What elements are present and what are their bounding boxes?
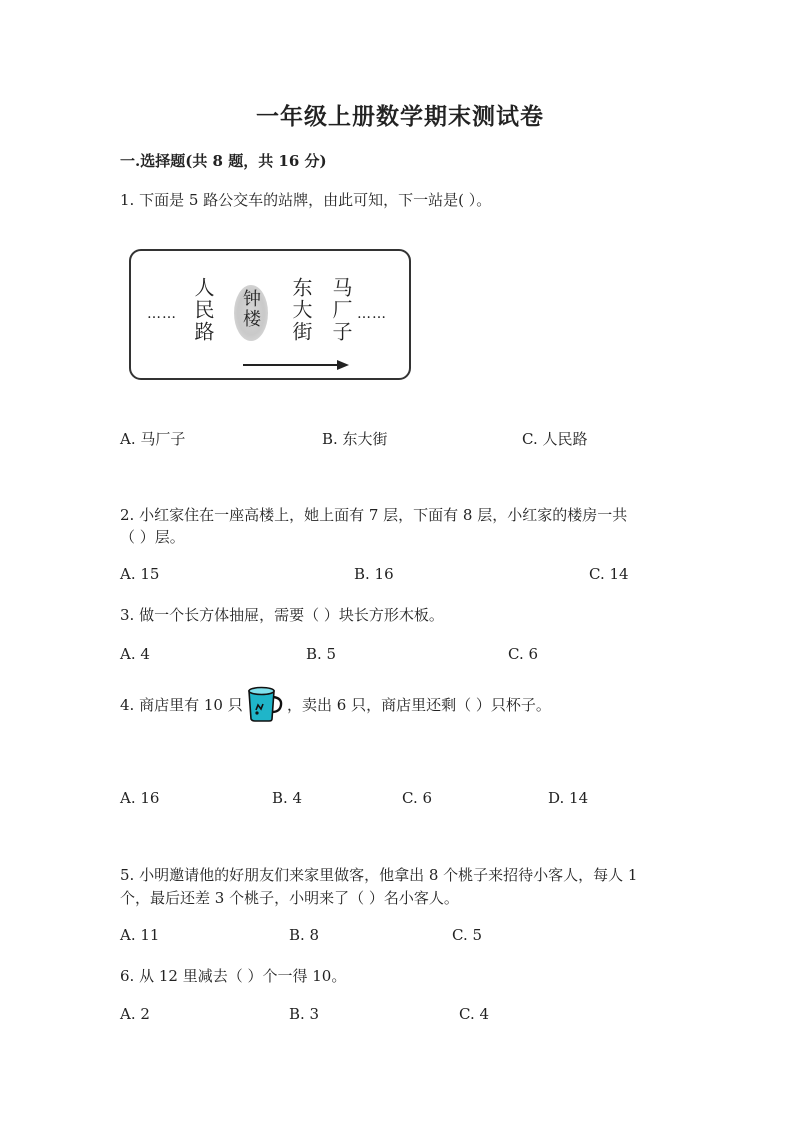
question-4-text-after: ，卖出 6 只，商店里还剩（ ）只杯子。 (287, 696, 551, 714)
stop-zhonglou: 钟楼 (240, 289, 261, 329)
cup-icon (245, 686, 283, 722)
q1-option-b[interactable]: B. 东大街 (322, 430, 388, 448)
q3-option-b[interactable]: B. 5 (306, 645, 337, 663)
stop-dongdajie: 东大街 (289, 277, 313, 343)
question-3-text: 3. 做一个长方体抽屉，需要（ ）块长方形木板。 (120, 606, 444, 624)
q4-option-c[interactable]: C. 6 (402, 789, 433, 807)
q2-option-a[interactable]: A. 15 (120, 565, 160, 583)
q4-option-d[interactable]: D. 14 (548, 789, 589, 807)
bus-stop-sign (129, 249, 411, 380)
q4-option-a[interactable]: A. 16 (120, 789, 160, 807)
page-title: 一年级上册数学期末测试卷 (256, 103, 544, 130)
question-6-text: 6. 从 12 里减去（ ）个一得 10。 (120, 967, 347, 985)
q5-option-c[interactable]: C. 5 (452, 926, 483, 944)
q5-option-b[interactable]: B. 8 (289, 926, 320, 944)
q6-option-a[interactable]: A. 2 (120, 1005, 150, 1023)
sign-left-dots: …… (147, 306, 177, 322)
question-1-text: 1. 下面是 5 路公交车的站牌，由此可知，下一站是( ）。 (120, 191, 492, 209)
question-2-line-2: （ ）层。 (120, 528, 185, 546)
q6-option-b[interactable]: B. 3 (289, 1005, 320, 1023)
question-2-line-1: 2. 小红家住在一座高楼上，她上面有 7 层，下面有 8 层，小红家的楼房一共 (120, 506, 628, 524)
q5-option-a[interactable]: A. 11 (120, 926, 160, 944)
stop-machangzi: 马厂子 (329, 277, 353, 343)
section-heading: 一.选择题(共 8 题，共 16 分) (120, 152, 327, 170)
q1-option-c[interactable]: C. 人民路 (522, 430, 588, 448)
q2-option-b[interactable]: B. 16 (354, 565, 394, 583)
q3-option-c[interactable]: C. 6 (508, 645, 539, 663)
q6-option-c[interactable]: C. 4 (459, 1005, 490, 1023)
q2-option-c[interactable]: C. 14 (589, 565, 629, 583)
question-4-text-before: 4. 商店里有 10 只 (120, 696, 243, 714)
q3-option-a[interactable]: A. 4 (120, 645, 150, 663)
stop-renminlu: 人民路 (191, 277, 215, 343)
question-5-line-1: 5. 小明邀请他的好朋友们来家里做客，他拿出 8 个桃子来招待小客人，每人 1 (120, 866, 638, 884)
question-5-line-2: 个，最后还差 3 个桃子，小明来了（ ）名小客人。 (120, 889, 459, 907)
q4-option-b[interactable]: B. 4 (272, 789, 303, 807)
q1-option-a[interactable]: A. 马厂子 (120, 430, 186, 448)
sign-right-dots: …… (357, 306, 387, 322)
direction-arrow-icon (243, 359, 349, 371)
